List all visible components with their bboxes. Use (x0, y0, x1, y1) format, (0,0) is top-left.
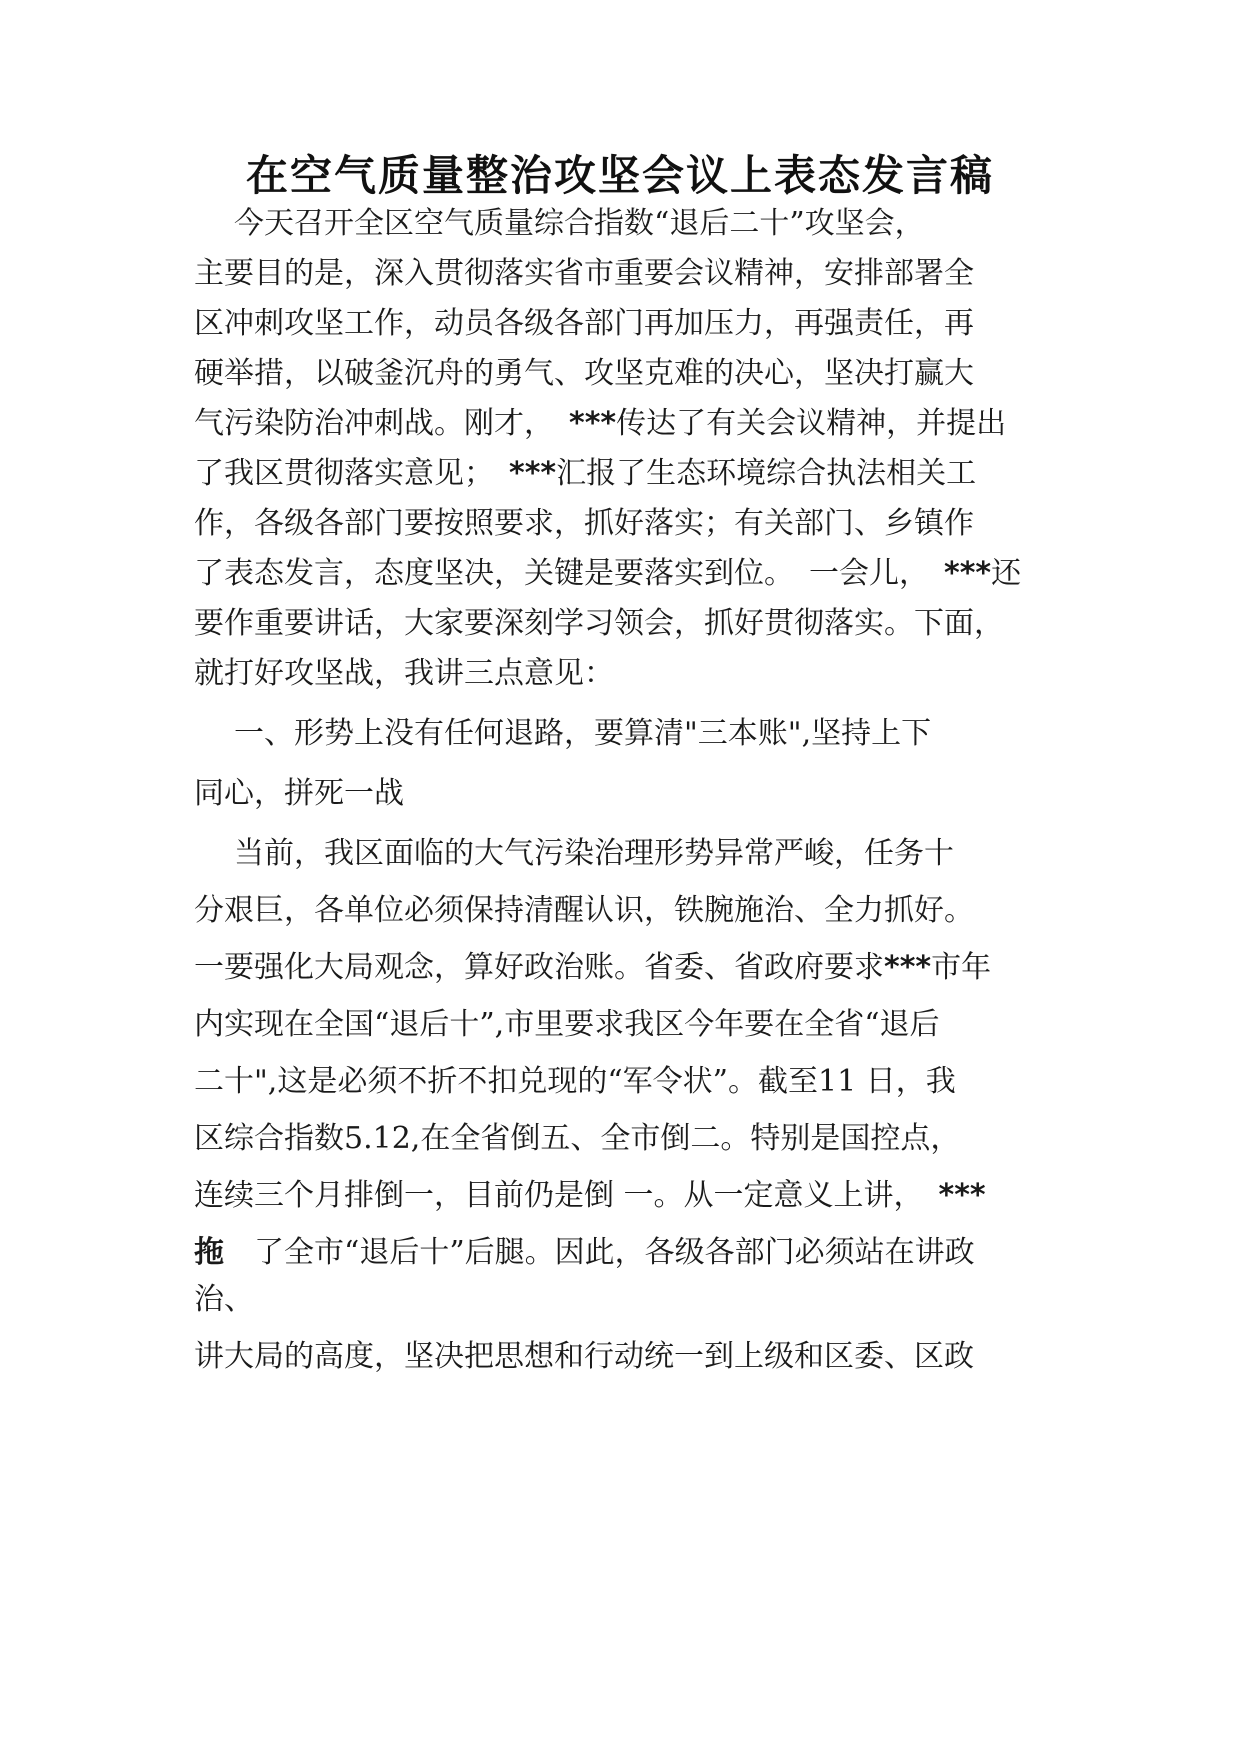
paragraph-line: 硬举措，以破釜沉舟的勇气、攻坚克难的决心，坚决打赢大 (194, 356, 974, 391)
paragraph-line: 内实现在全国“退后十”,市里要求我区今年要在全省“退后 (194, 1007, 940, 1042)
paragraph-line: 了我区贯彻落实意见； ***汇报了生态环境综合执法相关工 (194, 456, 977, 491)
paragraph-line: 了表态发言，态度坚决，关键是要落实到位。 一会儿， ***还 (194, 556, 1022, 591)
paragraph-line: 主要目的是，深入贯彻落实省市重要会议精神，安排部署全 (194, 256, 974, 291)
paragraph-line: 二十",这是必须不折不扣兑现的“军令状”。截至11 日，我 (194, 1064, 956, 1099)
redacted-name-mark: *** (944, 556, 992, 591)
paragraph-line: 治、 (194, 1282, 254, 1317)
paragraph-line: 今天召开全区空气质量综合指数“退后二十”攻坚会， (234, 206, 925, 241)
paragraph-line: 当前，我区面临的大气污染治理形势异常严峻，任务十 (234, 836, 954, 871)
section-heading-line: 一、形势上没有任何退路，要算清"三本账",坚持上下 (234, 716, 932, 751)
paragraph-line: 区冲刺攻坚工作，动员各级各部门再加压力，再强责任，再 (194, 306, 974, 341)
paragraph-line: 区综合指数5.12,在全省倒五、全市倒二。特别是国控点， (194, 1121, 961, 1156)
paragraph-line: 拖 了全市“退后十”后腿。因此，各级各部门必须站在讲政 (194, 1235, 975, 1270)
bold-character: 拖 (194, 1235, 224, 1270)
redacted-name-mark: *** (884, 950, 932, 985)
redacted-name-mark: *** (569, 406, 617, 441)
document-title: 在空气质量整治攻坚会议上表态发言稿 (245, 151, 994, 200)
paragraph-line: 一要强化大局观念，算好政治账。省委、省政府要求***市年 (194, 950, 992, 985)
paragraph-line: 分艰巨，各单位必须保持清醒认识，铁腕施治、全力抓好。 (194, 893, 974, 928)
paragraph-line: 连续三个月排倒一，目前仍是倒 一。从一定意义上讲， *** (194, 1178, 986, 1213)
redacted-name-mark: *** (509, 456, 557, 491)
paragraph-line: 气污染防治冲刺战。刚才， ***传达了有关会议精神，并提出 (194, 406, 1007, 441)
paragraph-line: 作，各级各部门要按照要求，抓好落实；有关部门、乡镇作 (194, 506, 974, 541)
paragraph-line: 讲大局的高度，坚决把思想和行动统一到上级和区委、区政 (194, 1339, 974, 1374)
section-heading-line: 同心，拼死一战 (194, 776, 404, 811)
redacted-name-mark: *** (938, 1178, 986, 1213)
paragraph-line: 要作重要讲话，大家要深刻学习领会，抓好贯彻落实。下面， (194, 606, 1004, 641)
paragraph-line: 就打好攻坚战，我讲三点意见： (194, 656, 614, 691)
